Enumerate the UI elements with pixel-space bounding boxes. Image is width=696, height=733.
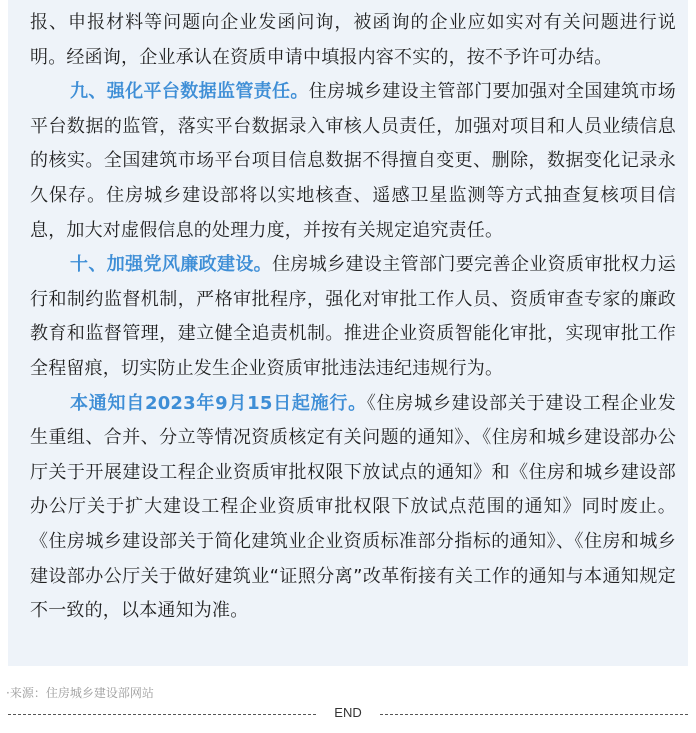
article-content [30,6,676,629]
source-caption: ·来源：住房城乡建设部网站 [6,686,154,700]
end-divider [8,704,688,724]
paragraph-nine-heading: 九、强化平台数据监管责任。 [70,81,309,103]
paragraph-ten [30,248,676,386]
article-panel [8,0,688,666]
paragraph-ten-heading: 十、加强党风廉政建设。 [70,254,273,276]
paragraph-effective-body: 《住房城乡建设部关于建设工程企业发生重组、合并、分立等情况资质核定有关问题的通知》、《住房和城乡建设部办公厅关于开展建设工程企业资质审批权限下放试点的通知》和《住房和城乡建设部办公厅关于扩大建设工程企业资质审批权限下放试点范围的通知》同时废止。《住房城乡建设部关于简化建筑业企业资质标准部分指标的通知》、《住房和城乡建设部办公厅关于做好建筑业“证照分离”改革衔接有关工作的通知与本通知规定不一致的，以本通知为准。 [30,392,676,622]
paragraph-nine [30,75,676,248]
paragraph-effective-heading: 本通知自2023年9月15日起施行。 [70,392,367,414]
paragraph-nine-body: 住房城乡建设主管部门要加强对全国建筑市场平台数据的监管，落实平台数据录入审核人员责任，加强对项目和人员业绩信息的核实。全国建筑市场平台项目信息数据不得擅自变更、删除，数据变化记录永久保存。住房城乡建设部将以实地核查、遥感卫星监测等方式抽查复核项目信息，加大对虚假信息的处理力度，并按有关规定追究责任。 [30,81,676,241]
paragraph-effective [30,387,676,629]
end-label: END [334,705,362,720]
paragraph-continued: 报、申报材料等问题向企业发函问询，被函询的企业应如实对有关问题进行说明。经函询，企业承认在资质申请中填报内容不实的，按不予许可办结。 [30,12,676,68]
end-line-left [8,714,316,715]
end-line-right [380,714,688,715]
paragraph-ten-body: 住房城乡建设主管部门要完善企业资质审批权力运行和制约监督机制，严格审批程序，强化对审批工作人员、资质审查专家的廉政教育和监督管理，建立健全追责机制。推进企业资质智能化审批，实现审批工作全程留痕，切实防止发生企业资质审批违法违纪违规行为。 [30,254,676,379]
